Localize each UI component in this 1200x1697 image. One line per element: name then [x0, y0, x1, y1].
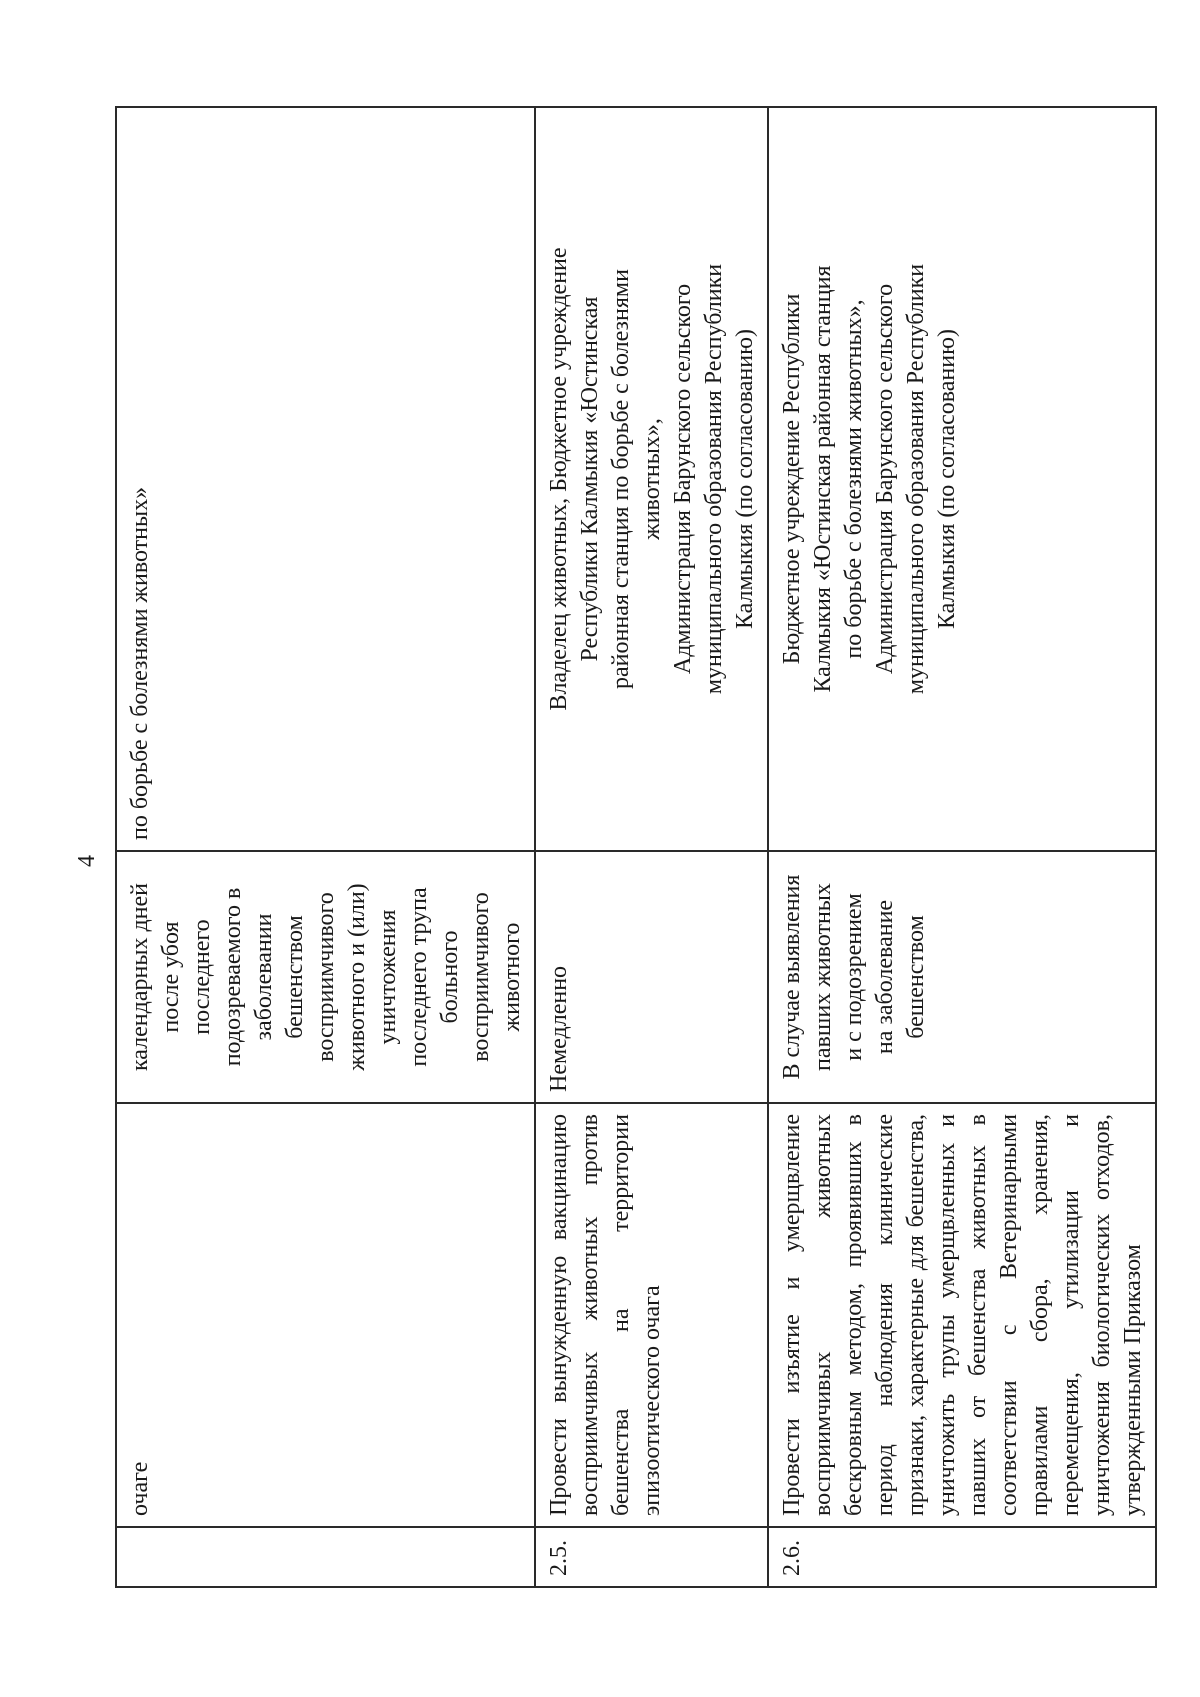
row-number-cell: 2.5.	[535, 1527, 768, 1587]
term-cell: календарных дней после убоя последнего подозреваемого в заболевании бешенством восприимчивого животного и (или) уничтожения последнего трупа больного восприимчивого животного	[116, 851, 535, 1103]
page-number: 4	[74, 855, 100, 867]
responsible-cell: Владелец животных, Бюджетное учреждение Республики Калмыкия «Юстинская районная станция по борьбе с болезнями животных», Администрация Барунского сельского муниципального образования Республики Калмыкия (по согласованию)	[535, 107, 768, 851]
action-cell: Провести изъятие и умерщвление восприимчивых животных бескровным методом, проявивших в период наблюдения клинические признаки, характерные для бешенства, уничтожить трупы умерщвленных и павших от бешенства животных в соответствии с Ветеринарными правилами сбора, хранения, перемещения, утилизации и уничтожения биологических отходов, утвержденными Приказом	[768, 1103, 1156, 1527]
action-cell: Провести вынужденную вакцинацию восприимчивых животных против бешенства на территории эпизоотического очага	[535, 1103, 768, 1527]
row-number-cell	[116, 1527, 535, 1587]
responsible-cell: по борьбе с болезнями животных»	[116, 107, 535, 851]
table-row	[116, 107, 535, 1587]
term-cell: Немедленно	[535, 851, 768, 1103]
action-cell: очаге	[116, 1103, 535, 1527]
term-cell: В случае выявления павших животных и с подозрением на заболевание бешенством	[768, 851, 1156, 1103]
responsible-cell: Бюджетное учреждение Республики Калмыкия «Юстинская районная станция по борьбе с болезнями животных», Администрация Барунского сельского муниципального образования Республики Калмыкия (по согласованию)	[768, 107, 1156, 851]
measures-table	[115, 106, 1157, 1588]
rotated-table-container	[115, 108, 1146, 1588]
table-row	[768, 107, 1156, 1587]
row-number-cell: 2.6.	[768, 1527, 1156, 1587]
table-row	[535, 107, 768, 1587]
